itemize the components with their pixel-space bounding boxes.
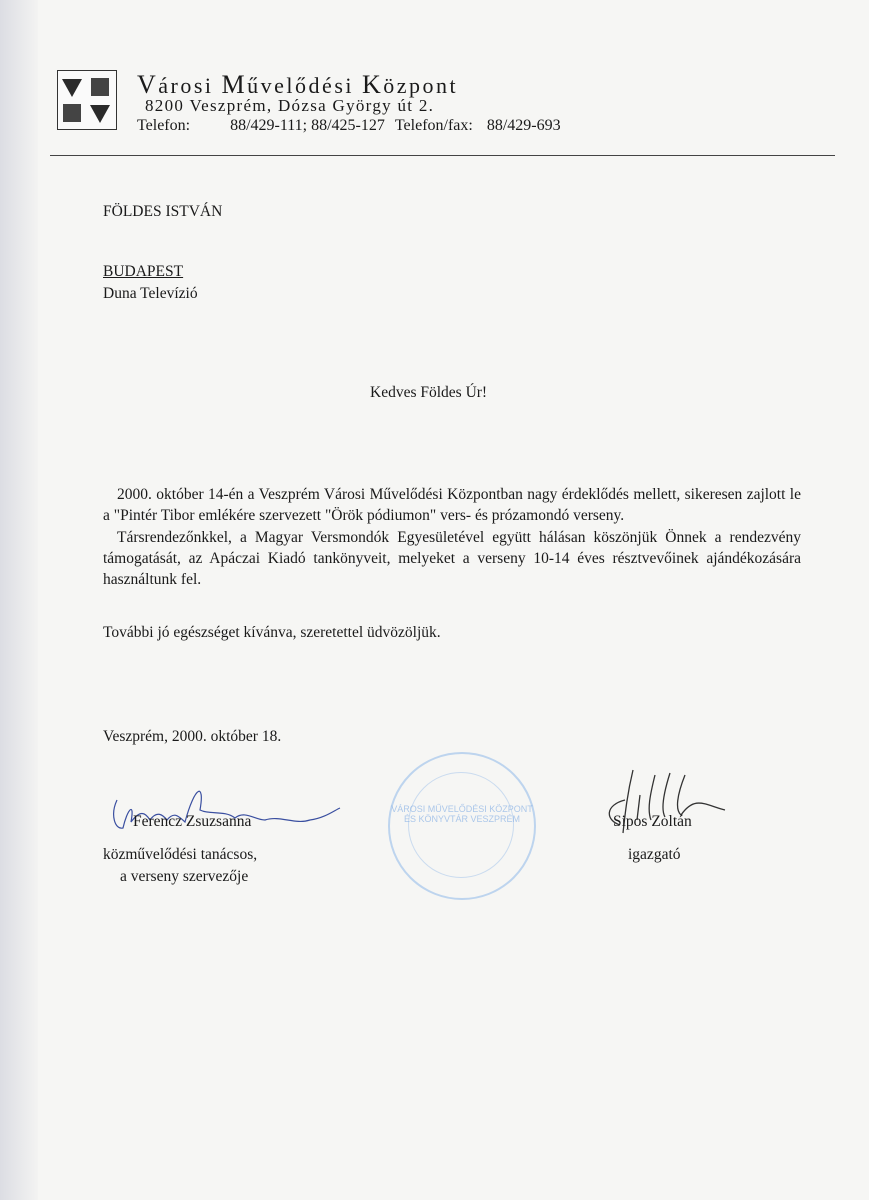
org-name: Városi Művelődési Központ (137, 70, 459, 99)
logo-triangle (62, 79, 82, 97)
signatory-title-2: igazgató (628, 846, 681, 863)
logo-square (63, 104, 81, 122)
recipient-name: FÖLDES ISTVÁN (103, 203, 223, 220)
recipient-city: BUDAPEST (103, 263, 184, 280)
body-paragraph: 2000. október 14-én a Veszprém Városi Művelődési Központban nagy érdeklődés mellett, sikeresen zajlott le a "Pintér Tibor emlékére szervezett "Örök pódiumon" vers- és prózamondó verseny. (103, 486, 801, 525)
signatory-name-2: Sipos Zoltán (613, 813, 692, 830)
org-address: 8200 Veszprém, Dózsa György út 2. (145, 96, 435, 115)
scan-edge (0, 0, 38, 1200)
salutation: Kedves Földes Úr! (370, 384, 488, 401)
letter-body (103, 484, 801, 590)
signatory-title-1: közművelődési tanácsos, (103, 846, 258, 863)
org-phones: Telefon: 88/429-111; 88/425-127 Telefon/fax: 88/429-693 (137, 117, 561, 134)
signatory-name-1: Ferencz Zsuzsanna (133, 813, 252, 830)
logo-square (91, 78, 109, 96)
header-divider (50, 155, 835, 156)
logo-triangle (90, 105, 110, 123)
logo (57, 70, 117, 130)
body-paragraph: Társrendezőnkkel, a Magyar Versmondók Egyesületével együtt hálásan köszönjük Önnek a rendezvény támogatását, az Apáczai Kiadó tankönyveit, melyeket a verseny 10-14 éves résztvevőinek ajándékozására használtunk fel. (103, 528, 801, 589)
signatory-title-1b: a verseny szervezője (120, 868, 249, 885)
official-stamp: VÁROSI MŰVELŐDÉSI KÖZPONT ÉS KÖNYVTÁR VESZPRÉM (388, 752, 536, 900)
recipient-organization: Duna Televízió (103, 285, 198, 302)
stamp-inner-ring (408, 772, 514, 878)
date-line: Veszprém, 2000. október 18. (103, 728, 282, 745)
closing: További jó egészséget kívánva, szeretettel üdvözöljük. (103, 624, 441, 641)
